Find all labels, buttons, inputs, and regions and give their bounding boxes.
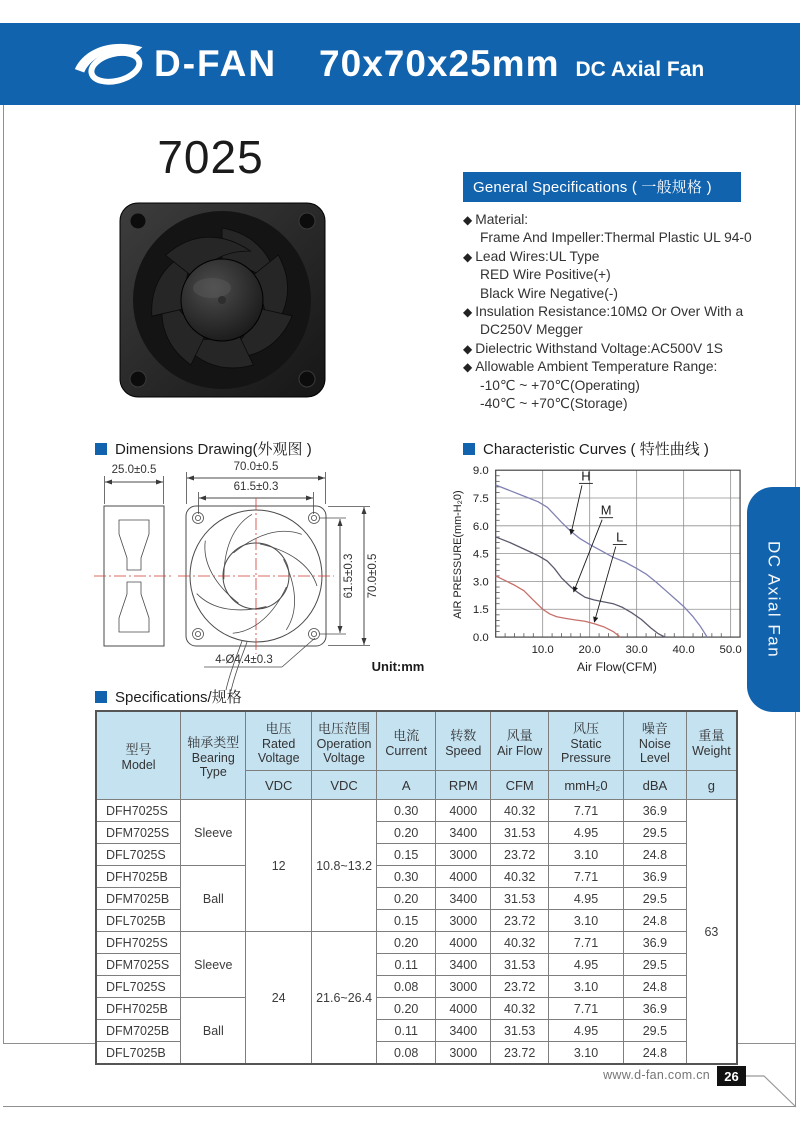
- website-url: www.d-fan.com.cn: [603, 1068, 710, 1082]
- section-square-icon: [95, 443, 107, 455]
- general-spec-line: [463, 285, 741, 303]
- voltage-cell: 24: [246, 932, 311, 1065]
- dimensions-section-heading: [95, 438, 312, 459]
- col-header-model: 型号 Model: [96, 711, 181, 800]
- num-cell: 36.9: [624, 998, 687, 1020]
- general-spec-text: Allowable Ambient Temperature Range:: [475, 359, 718, 375]
- general-specs-section: [463, 172, 752, 413]
- num-cell: 31.53: [491, 888, 549, 910]
- num-cell: 24.8: [624, 1042, 687, 1065]
- num-cell: 0.20: [377, 822, 436, 844]
- chart-y-axis-label: AIR PRESSURE(mm-H₂0): [451, 490, 464, 619]
- col-header-operation-voltage: 电压范围 Operation Voltage: [311, 711, 376, 771]
- product-model-title: 7025: [157, 131, 264, 183]
- dim-outer-height: 70.0±0.5: [367, 553, 379, 599]
- page-subtitle: DC Axial Fan: [575, 58, 705, 81]
- num-cell: 4000: [436, 932, 491, 954]
- brand-logo-icon: [70, 37, 154, 91]
- num-cell: 31.53: [491, 1020, 549, 1042]
- diamond-bullet-icon: ◆: [463, 305, 473, 320]
- num-cell: 3400: [436, 954, 491, 976]
- num-cell: 36.9: [624, 800, 687, 822]
- num-cell: 23.72: [491, 976, 549, 998]
- dimensions-drawing: [86, 458, 454, 698]
- col-header-noise-level: 噪音 Noise Level: [624, 711, 687, 771]
- model-cell: DFL7025S: [96, 976, 181, 998]
- num-cell: 24.8: [624, 910, 687, 932]
- general-spec-line: [463, 340, 741, 358]
- model-cell: DFL7025B: [96, 910, 181, 932]
- unit-vdc: VDC: [311, 771, 376, 800]
- general-spec-line: [463, 321, 741, 339]
- num-cell: 3.10: [549, 910, 624, 932]
- model-cell: DFH7025B: [96, 998, 181, 1020]
- model-cell: DFH7025S: [96, 932, 181, 954]
- num-cell: 4.95: [549, 1020, 624, 1042]
- num-cell: 23.72: [491, 910, 549, 932]
- dim-outer-width: 70.0±0.5: [233, 461, 279, 473]
- frame-border-left: [3, 105, 4, 1043]
- num-cell: 4.95: [549, 888, 624, 910]
- general-specs-heading: General Specifications ( 一般规格 ): [463, 172, 741, 202]
- num-cell: 4000: [436, 866, 491, 888]
- num-cell: 36.9: [624, 866, 687, 888]
- side-tab-dc-axial-fan: [747, 487, 800, 712]
- num-cell: 7.71: [549, 932, 624, 954]
- num-cell: 4000: [436, 998, 491, 1020]
- table-row: [96, 866, 737, 888]
- page-title: 70x70x25mm: [319, 43, 560, 84]
- curves-heading-label: Characteristic Curves ( 特性曲线 ): [483, 441, 709, 458]
- general-spec-text: -10℃ ~ +70℃(Operating): [480, 377, 640, 393]
- num-cell: 40.32: [491, 998, 549, 1020]
- num-cell: 3000: [436, 910, 491, 932]
- num-cell: 3000: [436, 976, 491, 998]
- general-spec-text: Dielectric Withstand Voltage:AC500V 1S: [475, 340, 723, 356]
- col-header-speed: 转数 Speed: [436, 711, 491, 771]
- model-cell: DFL7025B: [96, 1042, 181, 1065]
- general-specs-list: [463, 211, 752, 413]
- svg-text:4.5: 4.5: [472, 548, 489, 561]
- num-cell: 40.32: [491, 932, 549, 954]
- weight-cell: 63: [686, 800, 737, 1065]
- bearing-cell: Sleeve: [181, 932, 246, 998]
- num-cell: 0.11: [377, 1020, 436, 1042]
- general-spec-text: DC250V Megger: [480, 322, 583, 338]
- bearing-cell: Ball: [181, 998, 246, 1065]
- num-cell: 3.10: [549, 844, 624, 866]
- num-cell: 4.95: [549, 822, 624, 844]
- unit-g: g: [686, 771, 737, 800]
- general-spec-text: Lead Wires:UL Type: [475, 248, 600, 264]
- svg-text:0.0: 0.0: [472, 632, 489, 645]
- product-photo: [112, 198, 334, 404]
- model-cell: DFM7025B: [96, 888, 181, 910]
- voltage-cell: 12: [246, 800, 311, 932]
- bearing-cell: Ball: [181, 866, 246, 932]
- num-cell: 3000: [436, 1042, 491, 1065]
- general-spec-text: RED Wire Positive(+): [480, 267, 611, 283]
- header-titles: [319, 43, 704, 85]
- num-cell: 3400: [436, 1020, 491, 1042]
- model-cell: DFH7025S: [96, 800, 181, 822]
- unit-cfm: CFM: [491, 771, 549, 800]
- dim-hole-pitch-v: 61.5±0.3: [343, 553, 355, 599]
- num-cell: 7.71: [549, 998, 624, 1020]
- unit-vdc: VDC: [246, 771, 311, 800]
- num-cell: 24.8: [624, 976, 687, 998]
- table-row: [96, 932, 737, 954]
- chart-x-axis-label: Air Flow(CFM): [576, 659, 657, 674]
- drawing-fan-blades: [187, 508, 319, 642]
- general-spec-line: [463, 377, 741, 395]
- bearing-cell: Sleeve: [181, 800, 246, 866]
- frame-border-page-bottom: [3, 1106, 796, 1107]
- num-cell: 3000: [436, 844, 491, 866]
- diamond-bullet-icon: ◆: [463, 341, 473, 356]
- num-cell: 0.30: [377, 800, 436, 822]
- general-spec-line: [463, 211, 741, 229]
- num-cell: 7.71: [549, 800, 624, 822]
- unit-a: A: [377, 771, 436, 800]
- svg-text:30.0: 30.0: [625, 643, 648, 656]
- page-number-badge: 26: [717, 1066, 746, 1086]
- section-square-icon: [95, 691, 107, 703]
- num-cell: 7.71: [549, 866, 624, 888]
- brand-name: D-FAN: [154, 43, 278, 84]
- col-header-air-flow: 风量 Air Flow: [491, 711, 549, 771]
- num-cell: 0.20: [377, 888, 436, 910]
- num-cell: 31.53: [491, 822, 549, 844]
- unit-mmh2o: mmH₂0: [549, 771, 624, 800]
- footer-decorative-line: [746, 1068, 798, 1108]
- num-cell: 0.08: [377, 1042, 436, 1065]
- table-heading-label: Specifications/规格: [115, 689, 242, 706]
- model-cell: DFH7025B: [96, 866, 181, 888]
- model-cell: DFM7025S: [96, 822, 181, 844]
- specifications-table: [95, 710, 738, 1065]
- section-square-icon: [463, 443, 475, 455]
- dimensions-heading-label: Dimensions Drawing(外观图 ): [115, 441, 312, 458]
- num-cell: 23.72: [491, 1042, 549, 1065]
- table-row: [96, 800, 737, 822]
- svg-text:10.0: 10.0: [531, 643, 554, 656]
- general-spec-line: [463, 395, 741, 413]
- general-spec-line: [463, 358, 741, 376]
- num-cell: 29.5: [624, 954, 687, 976]
- characteristic-curves-chart: [450, 460, 748, 691]
- num-cell: 4000: [436, 800, 491, 822]
- svg-text:40.0: 40.0: [672, 643, 695, 656]
- diamond-bullet-icon: ◆: [463, 213, 473, 227]
- table-row: [96, 998, 737, 1020]
- num-cell: 3.10: [549, 976, 624, 998]
- general-spec-text: Material:: [475, 212, 529, 227]
- num-cell: 3400: [436, 822, 491, 844]
- curves-section-heading: [463, 438, 709, 459]
- col-header-static-pressure: 风压 Static Pressure: [549, 711, 624, 771]
- svg-text:6.0: 6.0: [472, 520, 489, 533]
- num-cell: 0.20: [377, 932, 436, 954]
- svg-text:1.5: 1.5: [472, 604, 489, 617]
- general-spec-line: [463, 303, 744, 321]
- num-cell: 23.72: [491, 844, 549, 866]
- dim-side-width: 25.0±0.5: [111, 464, 157, 476]
- table-header-row: [96, 711, 737, 771]
- num-cell: 40.32: [491, 866, 549, 888]
- dim-hole-pitch-h: 61.5±0.3: [233, 481, 279, 493]
- col-header-bearing: 轴承类型 Bearing Type: [181, 711, 246, 800]
- diamond-bullet-icon: ◆: [463, 360, 473, 375]
- unit-rpm: RPM: [436, 771, 491, 800]
- model-cell: DFM7025S: [96, 954, 181, 976]
- general-spec-text: Frame And Impeller:Thermal Plastic UL 94-0: [480, 230, 752, 246]
- svg-text:M: M: [600, 502, 612, 518]
- side-tab-label: DC Axial Fan: [764, 540, 784, 659]
- col-header-current: 电流 Current: [377, 711, 436, 771]
- operation-cell: 10.8~13.2: [311, 800, 376, 932]
- model-cell: DFM7025B: [96, 1020, 181, 1042]
- svg-text:50.0: 50.0: [719, 643, 742, 656]
- num-cell: 24.8: [624, 844, 687, 866]
- table-section-heading: [95, 686, 242, 707]
- num-cell: 0.20: [377, 998, 436, 1020]
- num-cell: 29.5: [624, 888, 687, 910]
- col-header-rated-voltage: 电压 Rated Voltage: [246, 711, 311, 771]
- num-cell: 36.9: [624, 932, 687, 954]
- num-cell: 0.08: [377, 976, 436, 998]
- model-cell: DFL7025S: [96, 844, 181, 866]
- header-bar: [0, 23, 800, 105]
- num-cell: 29.5: [624, 822, 687, 844]
- num-cell: 3.10: [549, 1042, 624, 1065]
- diamond-bullet-icon: ◆: [463, 249, 473, 264]
- svg-text:H: H: [581, 468, 591, 484]
- dim-holes-note: 4-Ø4.4±0.3: [215, 654, 273, 666]
- unit-dba: dBA: [624, 771, 687, 800]
- num-cell: 0.30: [377, 866, 436, 888]
- num-cell: 0.15: [377, 910, 436, 932]
- general-spec-line: [463, 266, 741, 284]
- num-cell: 4.95: [549, 954, 624, 976]
- num-cell: 0.15: [377, 844, 436, 866]
- num-cell: 29.5: [624, 1020, 687, 1042]
- svg-text:20.0: 20.0: [578, 643, 601, 656]
- dim-unit-label: Unit:mm: [371, 659, 425, 674]
- svg-text:9.0: 9.0: [472, 465, 489, 478]
- general-spec-text: Black Wire Negative(-): [480, 285, 618, 301]
- svg-text:3.0: 3.0: [472, 576, 489, 589]
- num-cell: 31.53: [491, 954, 549, 976]
- num-cell: 40.32: [491, 800, 549, 822]
- num-cell: 3400: [436, 888, 491, 910]
- general-spec-text: -40℃ ~ +70℃(Storage): [480, 396, 628, 412]
- general-spec-text: Insulation Resistance:10MΩ Or Over With a: [475, 304, 744, 320]
- general-spec-line: [463, 248, 741, 266]
- operation-cell: 21.6~26.4: [311, 932, 376, 1065]
- general-spec-line: [463, 229, 752, 247]
- svg-text:L: L: [616, 529, 624, 545]
- svg-text:7.5: 7.5: [472, 492, 489, 505]
- col-header-weight: 重量 Weight: [686, 711, 737, 771]
- num-cell: 0.11: [377, 954, 436, 976]
